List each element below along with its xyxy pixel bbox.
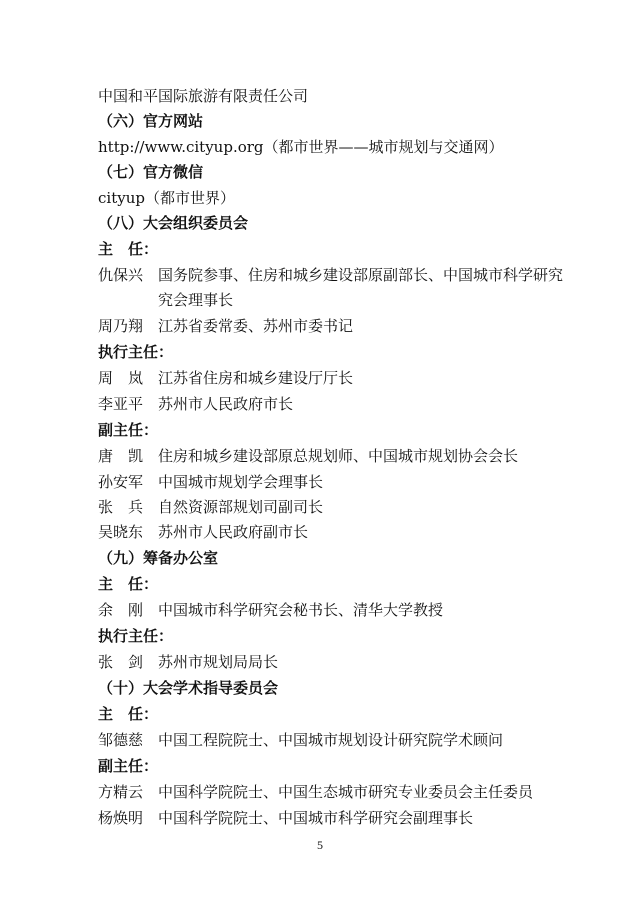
person-title: 中国城市科学研究会秘书长、清华大学教授 (158, 601, 444, 619)
academic-deputy-row (98, 808, 473, 828)
exec-director-label: 执行主任： (98, 627, 174, 645)
person-title: 江苏省住房和城乡建设厅厅长 (158, 369, 354, 387)
person-name: 杨焕明 (98, 809, 144, 827)
committee-director-row (98, 265, 563, 285)
section-heading-9: （九）筹备办公室 (98, 549, 219, 567)
person-title: 中国科学院院士、中国城市科学研究会副理事长 (158, 809, 474, 827)
person-title: 自然资源部规划司副司长 (158, 498, 324, 516)
person-name: 周 岚 (98, 369, 144, 387)
person-name: 方精云 (98, 783, 144, 801)
person-name: 邹德慈 (98, 731, 144, 749)
page-number: 5 (317, 838, 323, 852)
section-heading-7: （七）官方微信 (98, 163, 204, 181)
committee-deputy-row (98, 446, 518, 466)
section-heading-10: （十）大会学术指导委员会 (98, 679, 279, 697)
person-name: 余 刚 (98, 601, 144, 619)
website-line: http://www.cityup.org（都市世界——城市规划与交通网） (98, 138, 504, 156)
section-heading-8: （八）大会组织委员会 (98, 214, 249, 232)
committee-exec-row (98, 394, 293, 414)
academic-director-row (98, 730, 503, 750)
person-title: 苏州市人民政府副市长 (158, 523, 309, 541)
director-label: 主 任： (98, 240, 159, 258)
person-title: 中国工程院院士、中国城市规划设计研究院学术顾问 (158, 731, 504, 749)
section-heading-6: （六）官方网站 (98, 112, 204, 130)
person-name: 吴晓东 (98, 523, 144, 541)
person-title: 苏州市人民政府市长 (158, 395, 294, 413)
director-label: 主 任： (98, 575, 159, 593)
person-title: 苏州市规划局局长 (158, 653, 279, 671)
committee-deputy-row (98, 522, 308, 542)
wechat-line: cityup（都市世界） (98, 189, 235, 207)
person-title-continued: 究会理事长 (158, 291, 234, 309)
office-director-row (98, 600, 443, 620)
committee-deputy-row (98, 472, 323, 492)
person-name: 周乃翔 (98, 317, 144, 335)
committee-exec-row (98, 368, 353, 388)
person-name: 仇保兴 (98, 266, 144, 284)
person-title: 国务院参事、住房和城乡建设部原副部长、中国城市科学研究 (158, 266, 564, 284)
exec-director-label: 执行主任： (98, 343, 174, 361)
committee-director-row (98, 316, 353, 336)
person-name: 孙安军 (98, 473, 144, 491)
person-title: 中国科学院院士、中国生态城市研究专业委员会主任委员 (158, 783, 534, 801)
committee-deputy-row (98, 497, 323, 517)
director-label: 主 任： (98, 705, 159, 723)
person-name: 李亚平 (98, 395, 144, 413)
deputy-director-label: 副主任： (98, 421, 159, 439)
company-line: 中国和平国际旅游有限责任公司 (98, 87, 309, 105)
academic-deputy-row (98, 782, 533, 802)
deputy-director-label: 副主任： (98, 757, 159, 775)
person-name: 唐 凯 (98, 447, 144, 465)
person-title: 中国城市规划学会理事长 (158, 473, 324, 491)
office-exec-row (98, 652, 278, 672)
person-name: 张 剑 (98, 653, 144, 671)
person-title: 江苏省委常委、苏州市委书记 (158, 317, 354, 335)
person-title: 住房和城乡建设部原总规划师、中国城市规划协会会长 (158, 447, 519, 465)
person-name: 张 兵 (98, 498, 144, 516)
